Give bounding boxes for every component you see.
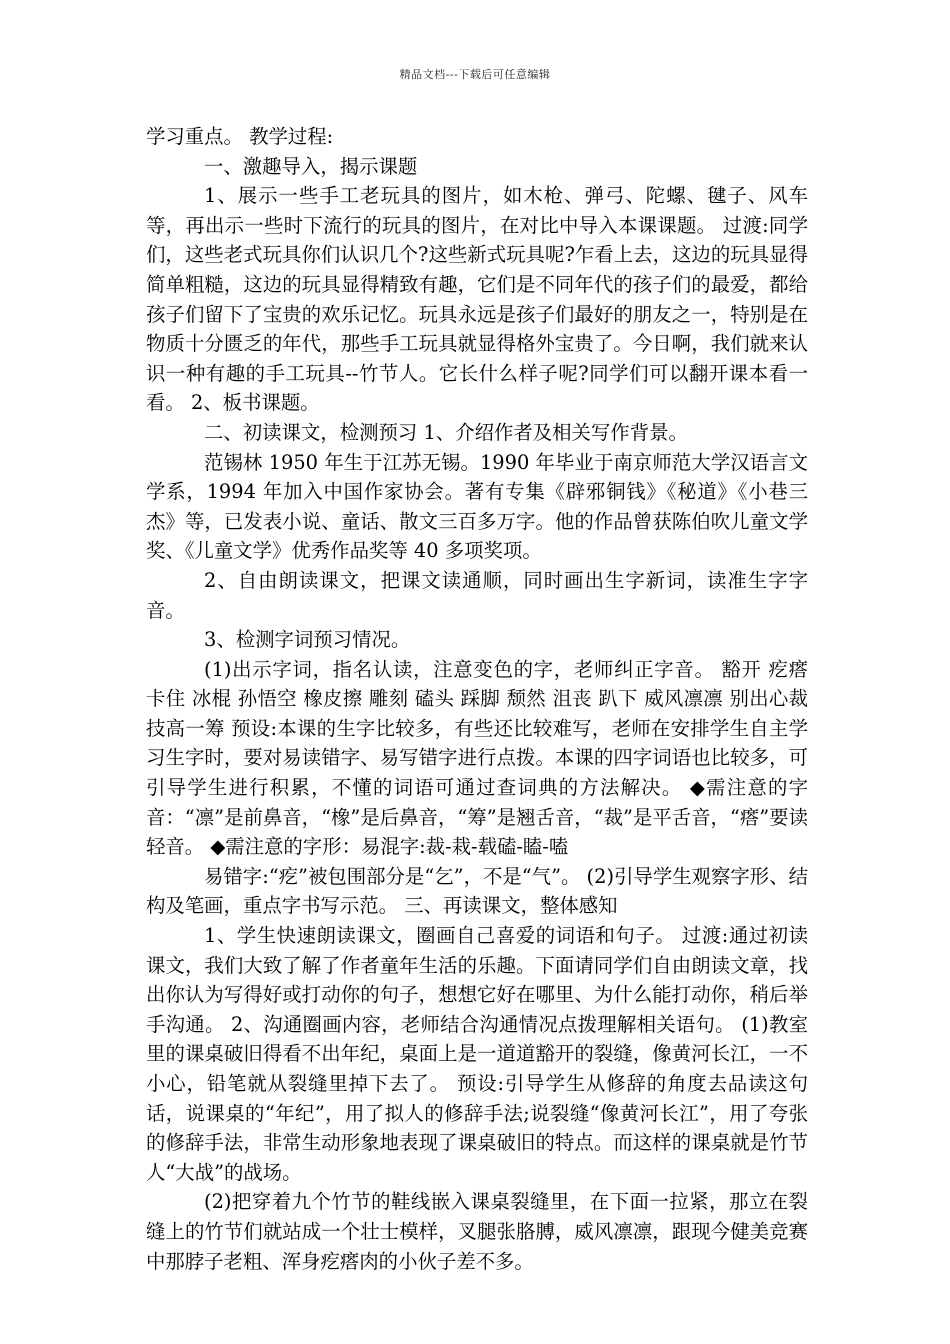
paragraph-author: 范锡林 1950 年生于江苏无锡。1990 年毕业于南京师范大学汉语言文学系，1994 年加入中国作家协会。著有专集《辟邪铜钱》《秘道》《小巷三杰》等，已发表小说、童话、散文三百多万字。他的作品曾获陈伯吹儿童文学奖、《儿童文学》优秀作品奖等 40 多项奖项。 (146, 450, 808, 563)
heading-section-2: 二、初读课文，检测预习 1、介绍作者及相关写作背景。 (204, 420, 688, 444)
paragraph-check-words: 3、检测字词预习情况。 (204, 628, 411, 652)
page-header: 精品文档---下载后可任意编辑 (399, 68, 551, 81)
paragraph-intro-toys: 1、展示一些手工老玩具的图片，如木枪、弹弓、陀螺、毽子、风车等，再出示一些时下流行的玩具的图片，在对比中导入本课课题。 过渡:同学们，这些老式玩具你们认识几个?这些新式玩具呢?乍看上去，这边的玩具显得简单粗糙，这边的玩具显得精致有趣，它们是不同年代的孩子们的最爱，都给孩子们留下了宝贵的欢乐记忆。玩具永远是孩子们最好的朋友之一，特别是在物质十分匮乏的年代，那些手工玩具就显得格外宝贵了。今日啊，我们就来认识一种有趣的手工玩具--竹节人。它长什么样子呢?同学们可以翻开课本看一看。 2、板书课题。 (146, 184, 808, 415)
heading-section-1: 一、激趣导入，揭示课题 (204, 154, 418, 178)
paragraph-word-list: (1)出示字词，指名认读，注意变色的字，老师纠正字音。 豁开 疙瘩 卡住 冰棍 孙悟空 橡皮擦 雕刻 磕头 踩脚 颓然 沮丧 趴下 威风凛凛 别出心裁 技高一筹 预设:本课的生字比较多，有些还比较难写，老师在安排学生自主学习生字时，要对易读错字、易写错字进行点拨。本课的四字词语也比较多，可引导学生进行积累，不懂的词语可通过查词典的方法解决。 ◆需注意的字音：“凛”是前鼻音，“橡”是后鼻音，“筹”是翘舌音，“裁”是平舌音，“瘩”要读轻音。 ◆需注意的字形：易混字:裁-栽-载磕-瞌-嗑 (146, 657, 808, 859)
paragraph-read-aloud: 2、自由朗读课文，把课文读通顺，同时画出生字新词，读准生字字音。 (146, 568, 808, 622)
paragraph-key-points: 学习重点。 教学过程: (146, 125, 334, 148)
paragraph-reread: 1、学生快速朗读课文，圈画自己喜爱的词语和句子。 过渡:通过初读课文，我们大致了解了作者童年生活的乐趣。下面请同学们自由朗读文章，找出你认为写得好或打动你的句子，想想它好在哪里、为什么能打动你，稍后举手沟通。 2、沟通圈画内容，老师结合沟通情况点拨理解相关语句。 (1)教室里的课桌破旧得看不出年纪，桌面上是一道道豁开的裂缝，像黄河长江，一不小心，铅笔就从裂缝里掉下去了。 预设:引导学生从修辞的角度去品读这句话，说课桌的“年纪”，用了拟人的修辞手法;说裂缝“像黄河长江”，用了夸张的修辞手法，非常生动形象地表现了课桌破旧的特点。而这样的课桌就是竹节人“大战”的战场。 (146, 924, 808, 1184)
paragraph-error-chars: 易错字:“疙”被包围部分是“乞”，不是“气”。 (2)引导学生观察字形、结构及笔画，重点字书写示范。 三、再读课文，整体感知 (146, 864, 808, 918)
document-body (146, 122, 808, 1276)
paragraph-bamboo-figure: (2)把穿着九个竹节的鞋线嵌入课桌裂缝里，在下面一拉紧，那立在裂缝上的竹节们就站成一个壮士模样，叉腿张胳膊，威风凛凛，跟现今健美竞赛中那脖子老粗、浑身疙瘩肉的小伙子差不多。 (146, 1190, 808, 1273)
